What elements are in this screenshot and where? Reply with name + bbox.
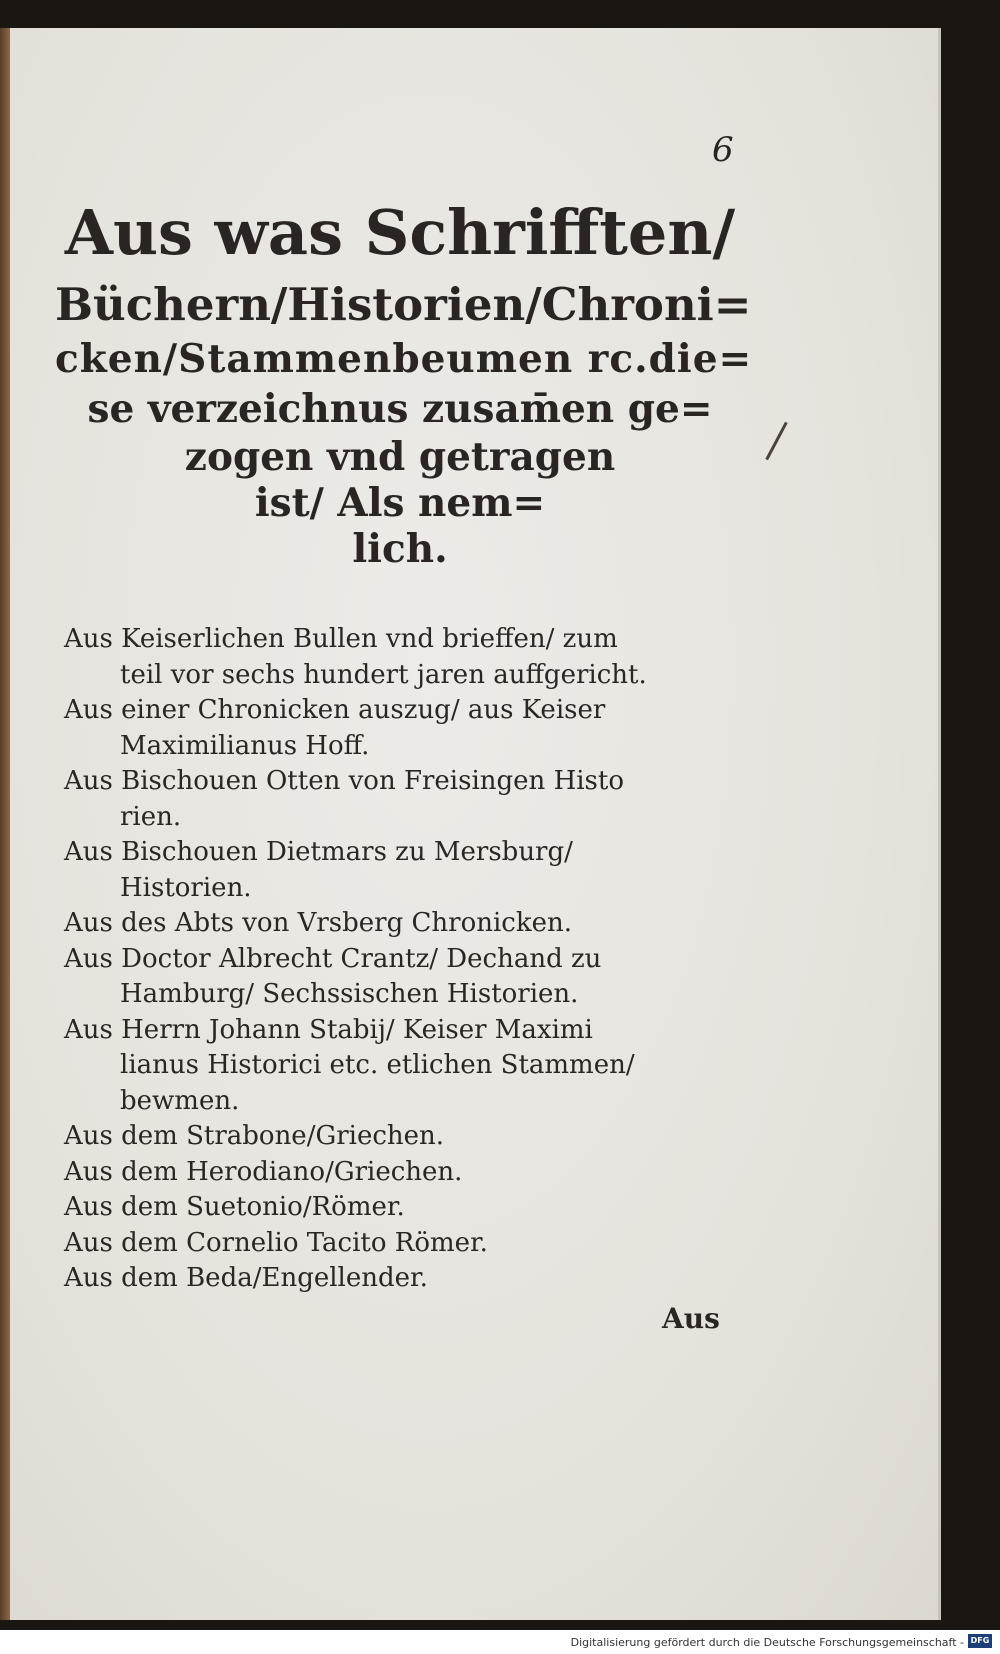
title-line-3: cken/Stammenbeumen rc.die= <box>55 336 753 382</box>
source-entry-line: Aus Doctor Albrecht Crantz/ Dechand zu <box>64 943 602 974</box>
source-entry-line: bewmen. <box>120 1085 240 1116</box>
title-line-4: se verzeichnus zusam̄en ge= <box>87 386 713 432</box>
source-entry-line: Aus Bischouen Otten von Freisingen Histo <box>64 766 625 796</box>
source-entry-line: Aus Bischouen Dietmars zu Mersburg/ <box>64 837 573 867</box>
source-entry-line: rien. <box>120 801 182 832</box>
page-number: 6 <box>712 130 734 170</box>
source-entry-line: teil vor sechs hundert jaren auffgericht. <box>120 659 647 690</box>
source-entry-line: Maximilianus Hoff. <box>120 730 370 761</box>
source-entry-line: Aus dem Strabone/Griechen. <box>64 1121 445 1151</box>
source-entry-line: Aus dem Herodiano/Griechen. <box>64 1156 463 1187</box>
source-entry-line: Aus Keiserlichen Bullen vnd brieffen/ zum <box>64 624 618 654</box>
source-entry-line: Aus dem Beda/Engellender. <box>64 1263 428 1293</box>
source-entry-line: Hamburg/ Sechssischen Historien. <box>120 979 579 1009</box>
source-entry-line: lianus Historici etc. etlichen Stammen/ <box>120 1050 635 1080</box>
dfg-logo: DFG <box>968 1634 992 1648</box>
title-line-2: Büchern/Historien/Chroni= <box>55 278 752 331</box>
source-entry-line: Aus dem Suetonio/Römer. <box>64 1192 405 1222</box>
source-entry-line: Historien. <box>120 872 252 903</box>
footer-credit-text: Digitalisierung gefördert durch die Deutsche Forschungsgemeinschaft - <box>570 1636 964 1649</box>
source-list <box>64 622 754 1297</box>
title-line-6: ist/ Als nem= <box>254 480 546 526</box>
source-entry-line: Aus dem Cornelio Tacito Römer. <box>64 1227 488 1258</box>
title-line-5: zogen vnd getragen <box>184 434 616 480</box>
title-line-7: lich. <box>352 526 448 572</box>
source-entry-line: Aus einer Chronicken auszug/ aus Keiser <box>64 695 606 725</box>
page-spine-edge <box>0 28 10 1620</box>
title-line-1: Aus was Schrifften/ <box>64 196 736 269</box>
source-entry-line: Aus Herrn Johann Stabij/ Keiser Maximi <box>64 1014 593 1045</box>
source-entry-line: Aus des Abts von Vrsberg Chronicken. <box>64 908 573 938</box>
catchword: Aus <box>662 1302 720 1335</box>
